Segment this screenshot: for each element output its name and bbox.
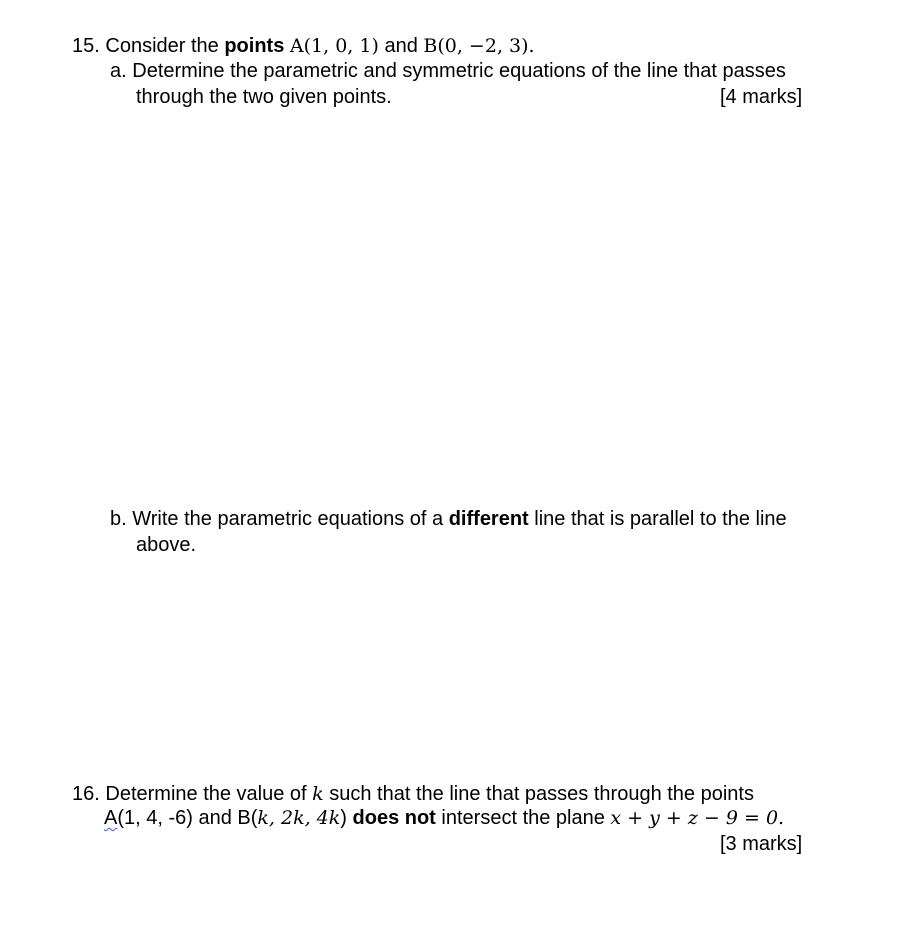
q16-point-a-letter: A xyxy=(104,807,118,829)
q15-intro-text: Consider the xyxy=(105,35,219,57)
q15a-line2 xyxy=(136,85,392,109)
q15-and-text: and xyxy=(384,35,418,57)
q15a-marks: [4 marks] xyxy=(720,86,803,108)
q16-line1 xyxy=(72,782,754,806)
q15b-label: b. xyxy=(110,508,127,530)
q16-point-b-coords: k, 2k, 4k xyxy=(257,807,341,829)
q16-text1-after: such that the line that passes through the points xyxy=(329,783,754,805)
q15a-label: a. xyxy=(110,60,127,82)
q16-bold-text: does not xyxy=(352,807,436,829)
q15a-text-line1: Determine the parametric and symmetric equations of the line that passes xyxy=(132,60,786,82)
q15-number: 15. xyxy=(72,35,100,57)
q15-point-b: B(0, −2, 3). xyxy=(423,35,535,57)
q15b-line1 xyxy=(110,507,787,531)
q15b-text-before: Write the parametric equations of a xyxy=(132,508,444,530)
q15a-text-line2: through the two given points. xyxy=(136,86,392,108)
q15a-line1 xyxy=(110,59,786,83)
q16-marks: [3 marks] xyxy=(720,833,803,855)
q16-point-a-rest: (1, 4, -6) and B( xyxy=(117,807,258,829)
q15b-text-bold: different xyxy=(448,508,529,530)
q15-intro-bold: points xyxy=(224,35,285,57)
q16-line2 xyxy=(104,806,784,830)
q16-number: 16. xyxy=(72,783,100,805)
q15b-line2 xyxy=(136,533,196,557)
q15b-text-line2: above. xyxy=(136,534,197,556)
q16-plane-equation: x + y + z − 9 = 0. xyxy=(610,807,785,829)
q16-text2-after: intersect the plane xyxy=(441,807,605,829)
q15b-text-after: line that is parallel to the line xyxy=(534,508,787,530)
q16-k-var: k xyxy=(312,783,324,805)
q15-heading xyxy=(72,34,535,58)
q15-point-a: A(1, 0, 1) xyxy=(289,35,379,57)
q16-text1-before: Determine the value of xyxy=(105,783,307,805)
q16-close-paren: ) xyxy=(340,807,347,829)
